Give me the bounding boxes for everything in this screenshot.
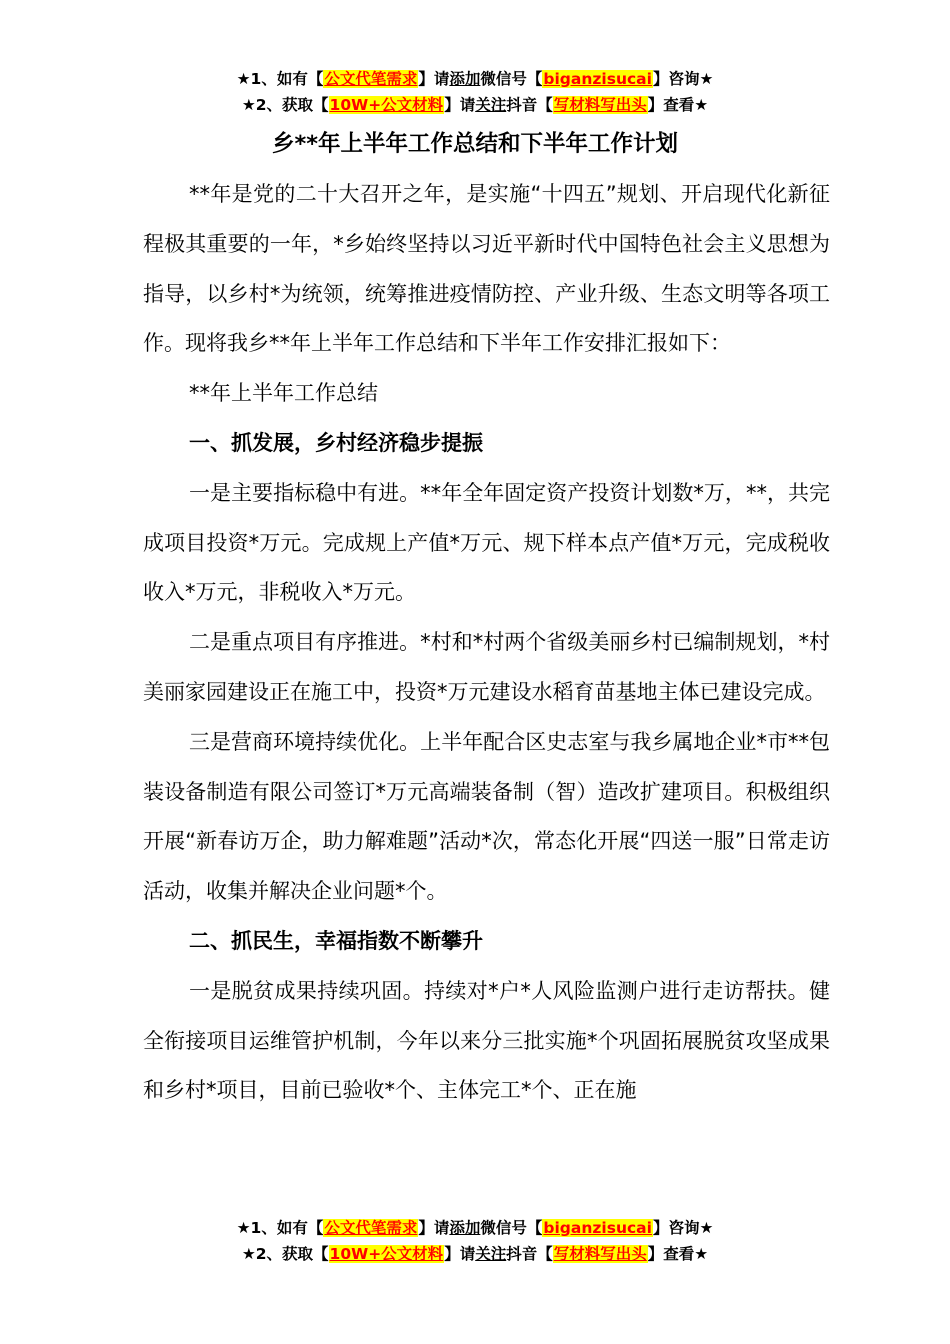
- banner-highlight-service: 公文代笔需求: [324, 1219, 418, 1237]
- banner-text: 】咨询★: [652, 70, 714, 88]
- banner-highlight-douyin: 写材料写出头: [553, 96, 647, 114]
- banner-text: 】请: [418, 1219, 450, 1237]
- banner-underlined-text: 关注: [475, 1245, 507, 1263]
- banner-text: 】查看★: [647, 96, 709, 114]
- banner-highlight-materials: 10W+公文材料: [329, 96, 444, 114]
- banner-text: ★1、如有【: [236, 70, 324, 88]
- banner-text: 】请: [444, 1245, 476, 1263]
- banner-line-1: [0, 66, 950, 92]
- banner-text: 】请: [444, 96, 476, 114]
- banner-text: 抖音【: [506, 1245, 553, 1263]
- banner-text: 微信号【: [480, 1219, 543, 1237]
- footer-banner: [0, 1215, 950, 1267]
- document-body: [143, 170, 830, 1116]
- section-label: **年上半年工作总结: [189, 381, 378, 406]
- banner-text: 】咨询★: [652, 1219, 714, 1237]
- banner-highlight-wechat-id: biganzisucai: [543, 1219, 652, 1237]
- banner-underlined-text: 关注: [475, 96, 507, 114]
- banner-text: 】请: [418, 70, 450, 88]
- body-paragraph: 一是主要指标稳中有进。**年全年固定资产投资计划数*万，**，共完成项目投资*万元。完成规上产值*万元、规下样本点产值*万元，完成税收收入*万元，非税收入*万元。: [143, 480, 830, 605]
- banner-line-2: [0, 1241, 950, 1267]
- banner-text: 抖音【: [506, 96, 553, 114]
- banner-highlight-service: 公文代笔需求: [324, 70, 418, 88]
- section-heading-1: 一、抓发展，乡村经济稳步提振: [189, 430, 483, 455]
- document-title: 乡**年上半年工作总结和下半年工作计划: [271, 131, 679, 157]
- banner-text: 微信号【: [480, 70, 543, 88]
- section-heading-2: 二、抓民生，幸福指数不断攀升: [189, 928, 483, 953]
- banner-highlight-materials: 10W+公文材料: [329, 1245, 444, 1263]
- body-paragraph: 二是重点项目有序推进。*村和*村两个省级美丽乡村已编制规划，*村美丽家园建设正在施工中，投资*万元建设水稻育苗基地主体已建设完成。: [143, 630, 830, 704]
- banner-text: ★2、获取【: [241, 1245, 329, 1263]
- banner-text: ★1、如有【: [236, 1219, 324, 1237]
- body-paragraph: 三是营商环境持续优化。上半年配合区史志室与我乡属地企业*市**包装设备制造有限公司签订*万元高端装备制（智）造改扩建项目。积极组织开展“新春访万企，助力解难题”活动*次，常态化开展“四送一服”日常走访活动，收集并解决企业问题*个。: [143, 729, 830, 904]
- header-banner: [0, 66, 950, 118]
- banner-highlight-douyin: 写材料写出头: [553, 1245, 647, 1263]
- banner-underlined-text: 添加: [449, 1219, 481, 1237]
- banner-line-2: [0, 92, 950, 118]
- intro-paragraph: **年是党的二十大召开之年，是实施“十四五”规划、开启现代化新征程极其重要的一年，*乡始终坚持以习近平新时代中国特色社会主义思想为指导，以乡村*为统领，统筹推进疫情防控、产业升级、生态文明等各项工作。现将我乡**年上半年工作总结和下半年工作安排汇报如下：: [143, 182, 830, 356]
- banner-text: 】查看★: [647, 1245, 709, 1263]
- banner-underlined-text: 添加: [449, 70, 481, 88]
- banner-highlight-wechat-id: biganzisucai: [543, 70, 652, 88]
- banner-text: ★2、获取【: [241, 96, 329, 114]
- banner-line-1: [0, 1215, 950, 1241]
- body-paragraph: 一是脱贫成果持续巩固。持续对*户*人风险监测户进行走访帮扶。健全衔接项目运维管护机制，今年以来分三批实施*个巩固拓展脱贫攻坚成果和乡村*项目，目前已验收*个、主体完工*个、正在施: [143, 978, 830, 1103]
